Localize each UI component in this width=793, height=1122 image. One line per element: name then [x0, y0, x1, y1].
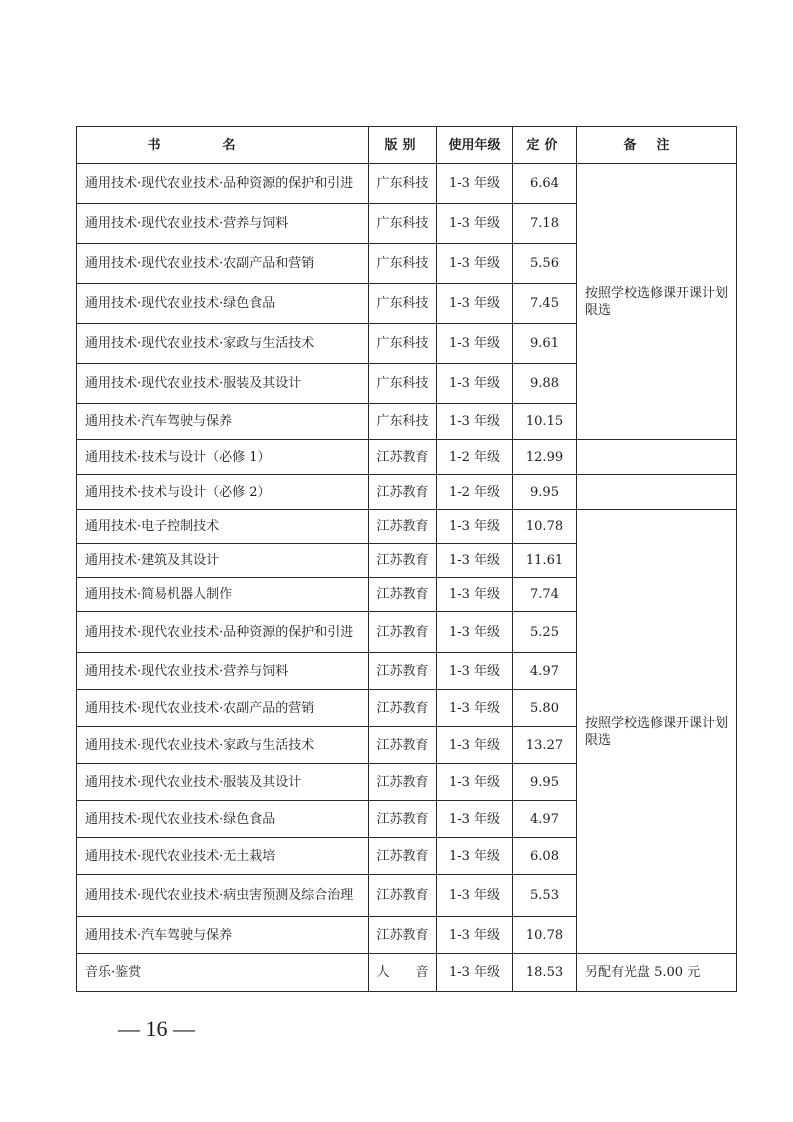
book-title: 通用技术·现代农业技术·营养与饲料 — [77, 653, 369, 690]
book-title: 通用技术·现代农业技术·营养与饲料 — [77, 204, 369, 244]
book-publisher: 江苏教育 — [369, 544, 437, 578]
table-header-row — [77, 127, 737, 164]
book-grade: 1-3 年级 — [437, 838, 513, 875]
book-publisher: 江苏教育 — [369, 475, 437, 510]
book-publisher: 江苏教育 — [369, 917, 437, 954]
table-row — [77, 475, 737, 510]
book-price: 9.95 — [513, 475, 577, 510]
book-title: 通用技术·技术与设计（必修 2） — [77, 475, 369, 510]
book-price: 12.99 — [513, 440, 577, 475]
note-music-cd: 另配有光盘 5.00 元 — [577, 954, 737, 992]
table-row — [77, 510, 737, 544]
book-title: 音乐·鉴赏 — [77, 954, 369, 992]
book-title: 通用技术·现代农业技术·服装及其设计 — [77, 364, 369, 404]
book-title: 通用技术·现代农业技术·品种资源的保护和引进 — [77, 612, 369, 653]
book-title: 通用技术·现代农业技术·无土栽培 — [77, 838, 369, 875]
header-publisher: 版别 — [369, 127, 437, 164]
book-title: 通用技术·简易机器人制作 — [77, 578, 369, 612]
book-publisher: 江苏教育 — [369, 653, 437, 690]
book-publisher: 江苏教育 — [369, 612, 437, 653]
book-title: 通用技术·建筑及其设计 — [77, 544, 369, 578]
table-row — [77, 954, 737, 992]
book-grade: 1-3 年级 — [437, 801, 513, 838]
book-grade: 1-3 年级 — [437, 364, 513, 404]
book-title: 通用技术·电子控制技术 — [77, 510, 369, 544]
book-price: 7.18 — [513, 204, 577, 244]
note-elective-limit: 按照学校选修课开课计划限选 — [577, 164, 737, 440]
page-number: — 16 — — [118, 1016, 195, 1041]
book-grade: 1-3 年级 — [437, 510, 513, 544]
book-price: 9.61 — [513, 324, 577, 364]
book-price: 7.74 — [513, 578, 577, 612]
book-publisher: 人 音 — [369, 954, 437, 992]
book-title: 通用技术·现代农业技术·家政与生活技术 — [77, 727, 369, 764]
book-publisher: 江苏教育 — [369, 875, 437, 917]
book-publisher: 江苏教育 — [369, 801, 437, 838]
book-title: 通用技术·现代农业技术·病虫害预测及综合治理 — [77, 875, 369, 917]
book-title: 通用技术·现代农业技术·绿色食品 — [77, 801, 369, 838]
book-price: 4.97 — [513, 653, 577, 690]
book-price: 10.78 — [513, 917, 577, 954]
book-publisher: 江苏教育 — [369, 510, 437, 544]
note-empty — [577, 475, 737, 510]
note-elective-limit: 按照学校选修课开课计划限选 — [577, 510, 737, 954]
header-grade: 使用年级 — [437, 127, 513, 164]
book-title: 通用技术·技术与设计（必修 1） — [77, 440, 369, 475]
book-price: 5.80 — [513, 690, 577, 727]
book-publisher: 广东科技 — [369, 164, 437, 204]
book-publisher: 江苏教育 — [369, 727, 437, 764]
book-grade: 1-3 年级 — [437, 404, 513, 440]
book-publisher: 江苏教育 — [369, 440, 437, 475]
book-grade: 1-3 年级 — [437, 764, 513, 801]
book-publisher: 广东科技 — [369, 284, 437, 324]
book-grade: 1-3 年级 — [437, 875, 513, 917]
book-publisher: 江苏教育 — [369, 578, 437, 612]
book-grade: 1-3 年级 — [437, 164, 513, 204]
book-price: 13.27 — [513, 727, 577, 764]
book-grade: 1-3 年级 — [437, 727, 513, 764]
book-grade: 1-3 年级 — [437, 324, 513, 364]
book-title: 通用技术·现代农业技术·农副产品的营销 — [77, 690, 369, 727]
book-price: 5.53 — [513, 875, 577, 917]
book-grade: 1-3 年级 — [437, 690, 513, 727]
note-empty — [577, 440, 737, 475]
book-grade: 1-2 年级 — [437, 440, 513, 475]
book-grade: 1-3 年级 — [437, 653, 513, 690]
book-publisher: 江苏教育 — [369, 764, 437, 801]
book-price: 18.53 — [513, 954, 577, 992]
book-price: 9.88 — [513, 364, 577, 404]
book-price: 5.56 — [513, 244, 577, 284]
book-title: 通用技术·现代农业技术·服装及其设计 — [77, 764, 369, 801]
book-grade: 1-3 年级 — [437, 284, 513, 324]
book-price: 10.15 — [513, 404, 577, 440]
header-note: 备注 — [577, 127, 737, 164]
book-price: 11.61 — [513, 544, 577, 578]
book-publisher: 广东科技 — [369, 204, 437, 244]
book-price: 7.45 — [513, 284, 577, 324]
book-publisher: 广东科技 — [369, 364, 437, 404]
book-title: 通用技术·现代农业技术·品种资源的保护和引进 — [77, 164, 369, 204]
book-price: 6.08 — [513, 838, 577, 875]
book-grade: 1-3 年级 — [437, 204, 513, 244]
book-price: 4.97 — [513, 801, 577, 838]
book-title: 通用技术·汽车驾驶与保养 — [77, 917, 369, 954]
header-price: 定价 — [513, 127, 577, 164]
book-title: 通用技术·现代农业技术·绿色食品 — [77, 284, 369, 324]
book-title: 通用技术·现代农业技术·家政与生活技术 — [77, 324, 369, 364]
book-grade: 1-3 年级 — [437, 917, 513, 954]
book-publisher: 广东科技 — [369, 244, 437, 284]
table-row — [77, 164, 737, 204]
book-grade: 1-3 年级 — [437, 244, 513, 284]
book-grade: 1-3 年级 — [437, 544, 513, 578]
book-grade: 1-3 年级 — [437, 578, 513, 612]
book-grade: 1-3 年级 — [437, 612, 513, 653]
book-grade: 1-3 年级 — [437, 954, 513, 992]
book-price: 5.25 — [513, 612, 577, 653]
book-publisher: 广东科技 — [369, 324, 437, 364]
book-title: 通用技术·汽车驾驶与保养 — [77, 404, 369, 440]
header-book-title: 书名 — [77, 127, 369, 164]
book-publisher: 江苏教育 — [369, 690, 437, 727]
book-price: 10.78 — [513, 510, 577, 544]
book-publisher: 江苏教育 — [369, 838, 437, 875]
book-price: 9.95 — [513, 764, 577, 801]
book-price: 6.64 — [513, 164, 577, 204]
textbook-table — [76, 126, 737, 992]
book-publisher: 广东科技 — [369, 404, 437, 440]
book-grade: 1-2 年级 — [437, 475, 513, 510]
book-title: 通用技术·现代农业技术·农副产品和营销 — [77, 244, 369, 284]
table-row — [77, 440, 737, 475]
